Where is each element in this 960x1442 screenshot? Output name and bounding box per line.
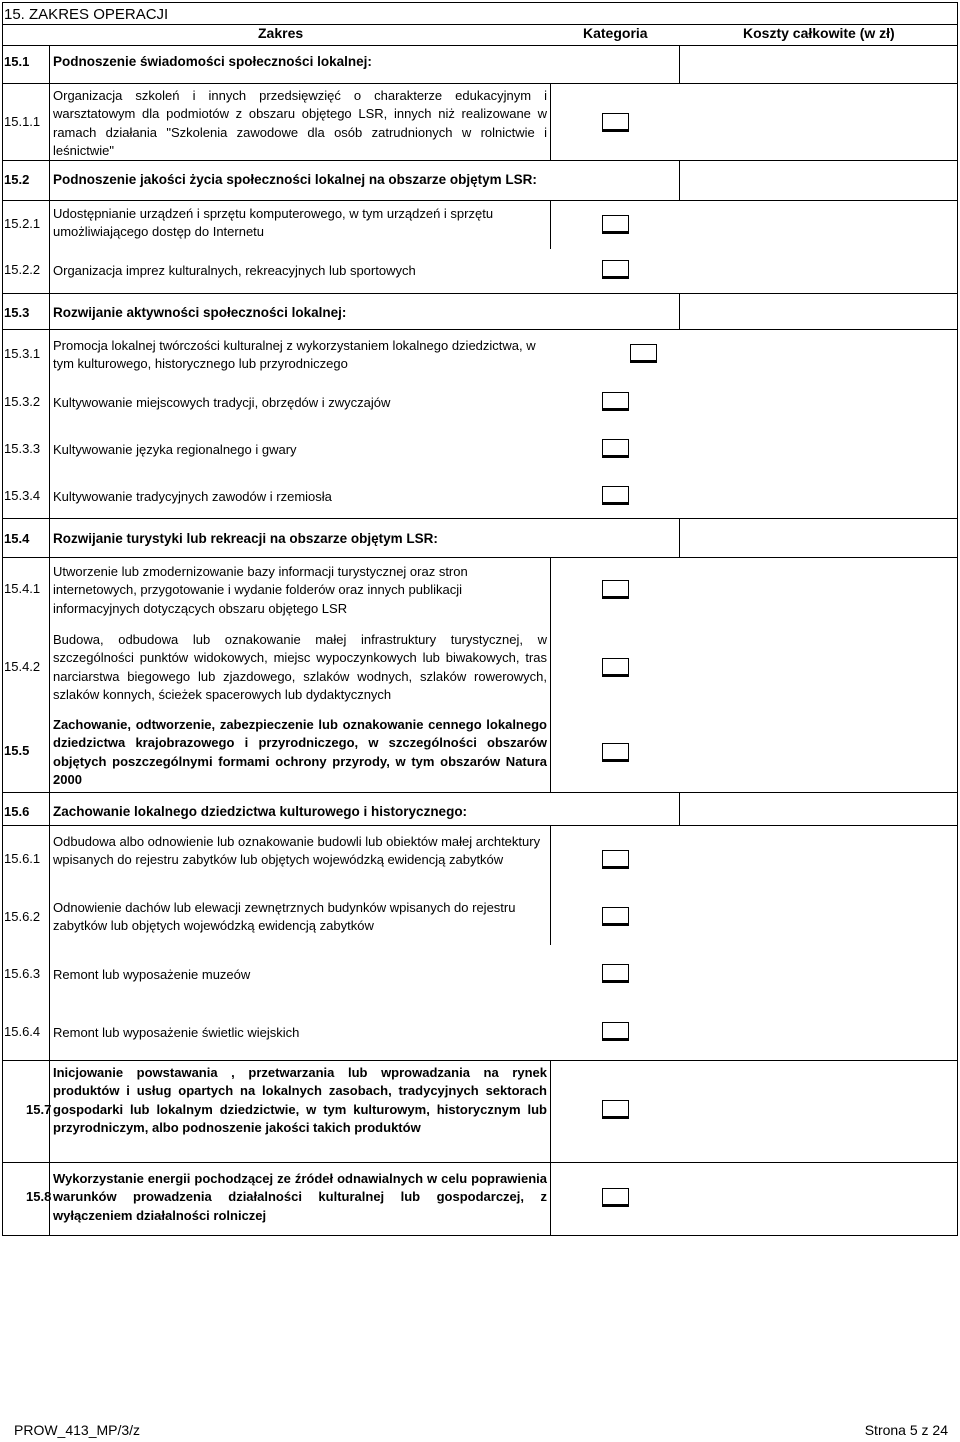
divider [49, 45, 50, 1235]
item-number: 15.6.1 [4, 851, 41, 866]
section-number: 15.2 [4, 172, 30, 187]
divider [2, 518, 958, 519]
item-number: 15.4.1 [4, 581, 41, 596]
divider [2, 792, 958, 793]
item-number: 15.5 [4, 743, 30, 758]
item-description: Wykorzystanie energii pochodzącej ze źródeł odnawialnych w celu poprawienia warunków prowadzenia działalności kulturalnej lub gospodarczej, z wyłączeniem działalności rolniczej [53, 1171, 547, 1223]
item-number: 15.4.2 [4, 659, 41, 674]
item-description: Remont lub wyposażenie muzeów [53, 967, 251, 982]
section-title: Rozwijanie turystyki lub rekreacji na obszarze objętym LSR: [53, 531, 438, 546]
category-checkbox[interactable] [602, 580, 629, 599]
item-number: 15.8 [26, 1189, 52, 1204]
item-number: 15.7 [26, 1102, 52, 1117]
item-number: 15.3.3 [4, 441, 41, 456]
item-number: 15.3.2 [4, 394, 41, 409]
item-description: Kultywowanie języka regionalnego i gwary [53, 442, 297, 457]
category-checkbox[interactable] [602, 907, 629, 926]
divider [550, 825, 551, 945]
divider [2, 24, 958, 25]
category-checkbox[interactable] [602, 964, 629, 983]
item-number: 15.6.3 [4, 966, 41, 981]
item-number: 15.3.4 [4, 488, 41, 503]
category-checkbox[interactable] [602, 743, 629, 762]
section-title: Zachowanie lokalnego dziedzictwa kulturowego i historycznego: [53, 804, 468, 819]
divider [550, 84, 551, 161]
category-checkbox[interactable] [602, 850, 629, 869]
section-title: Podnoszenie świadomości społeczności lokalnej: [53, 54, 372, 69]
category-checkbox[interactable] [602, 1022, 629, 1041]
divider [2, 825, 958, 826]
divider [2, 329, 958, 330]
operation-scope-form [2, 2, 958, 1236]
divider [550, 557, 551, 793]
item-description: Udostępnianie urządzeń i sprzętu komputerowego, w tym urządzeń i sprzętu umożliwiającego dostęp do Internetu [53, 206, 494, 240]
category-checkbox[interactable] [602, 658, 629, 677]
item-number: 15.6.2 [4, 909, 41, 924]
divider [2, 200, 958, 201]
item-description: Odbudowa albo odnowienie lub oznakowanie budowli lub obiektów małej archtektury wpisanych do rejestru zabytków lub objętych wojewódzką ewidencją zabytków [53, 834, 541, 868]
divider [679, 160, 680, 201]
item-description: Zachowanie, odtworzenie, zabezpieczenie lub oznakowanie cennego lokalnego dziedzictwa krajobrazowego i przyrodniczego, w szczególności obszarów objętych poszczególnymi formami ochrony przyrody, w tym obszarów Natura 2000 [53, 717, 547, 788]
divider [2, 83, 958, 84]
divider [2, 557, 958, 558]
footer-form-code: PROW_413_MP/3/z [14, 1422, 141, 1438]
item-number: 15.3.1 [4, 346, 41, 361]
item-description: Organizacja szkoleń i innych przedsięwzięć o charakterze edukacyjnym i warsztatowym dla podmiotów z obszaru objętego LSR, innych niż realizowane w ramach działania "Szkolenia zawodowe dla osób zatrudnionych w rolnictwie i leśnictwie" [53, 88, 547, 159]
item-description: Budowa, odbudowa lub oznakowanie małej infrastruktury turystycznej, w szczególności punktów widokowych, miejsc wypoczynkowych lub biwakowych, tras narciarstwa biegowego lub zjazdowego, szlaków wodnych, szlaków rowerowych, szlaków konnych, ścieżek spacerowych lub dydaktycznych [53, 632, 547, 703]
item-number: 15.1.1 [4, 114, 41, 129]
item-description: Odnowienie dachów lub elewacji zewnętrznych budynków wpisanych do rejestru zabytków lub objętych wojewódzką ewidencją zabytków [53, 900, 516, 934]
category-checkbox[interactable] [602, 392, 629, 411]
item-description: Organizacja imprez kulturalnych, rekreacyjnych lub sportowych [53, 263, 416, 278]
category-checkbox[interactable] [630, 344, 657, 363]
section-title: Rozwijanie aktywności społeczności lokalnej: [53, 305, 347, 320]
category-checkbox[interactable] [602, 260, 629, 279]
category-checkbox[interactable] [602, 215, 629, 234]
section-number: 15.3 [4, 305, 30, 320]
divider [550, 200, 551, 249]
item-description: Remont lub wyposażenie świetlic wiejskich [53, 1025, 300, 1040]
category-checkbox[interactable] [602, 1188, 629, 1207]
section-title: Podnoszenie jakości życia społeczności lokalnej na obszarze objętym LSR: [53, 172, 537, 187]
divider [679, 518, 680, 558]
item-description: Kultywowanie miejscowych tradycji, obrzędów i zwyczajów [53, 395, 391, 410]
document-title: 15. ZAKRES OPERACJI [4, 6, 169, 23]
section-number: 15.6 [4, 804, 30, 819]
divider [2, 1162, 958, 1163]
divider [2, 1060, 958, 1061]
section-number: 15.4 [4, 531, 30, 546]
item-description: Inicjowanie powstawania , przetwarzania lub wprowadzania na rynek produktów i usług opartych na lokalnych zasobach, tradycyjnych sektorach gospodarki lub lokalnym dziedzictwie, w tym kulturowym, historycznym lub przyrodniczym, albo podnoszenie jakości takich produktów [53, 1065, 547, 1136]
divider [550, 1060, 551, 1235]
category-checkbox[interactable] [602, 113, 629, 132]
category-checkbox[interactable] [602, 1100, 629, 1119]
item-description: Utworzenie lub zmodernizowanie bazy informacji turystycznej oraz stron internetowych, przygotowanie i wydanie folderów oraz innych publikacji informacyjnych dotyczących obszaru objętego LSR [53, 564, 468, 616]
divider [2, 45, 958, 46]
category-checkbox[interactable] [602, 439, 629, 458]
divider [679, 45, 680, 84]
divider [2, 293, 958, 294]
item-number: 15.6.4 [4, 1024, 41, 1039]
divider [679, 293, 680, 330]
column-header-category: Kategoria [583, 25, 648, 41]
divider [679, 792, 680, 826]
column-header-scope: Zakres [258, 25, 304, 41]
item-description: Promocja lokalnej twórczości kulturalnej z wykorzystaniem lokalnego dziedzictwa, w tym kulturowego, historycznego lub przyrodniczego [53, 338, 536, 372]
category-checkbox[interactable] [602, 486, 629, 505]
item-number: 15.2.2 [4, 262, 41, 277]
section-number: 15.1 [4, 54, 30, 69]
item-number: 15.2.1 [4, 216, 41, 231]
column-header-costs: Koszty całkowite (w zł) [743, 25, 895, 41]
item-description: Kultywowanie tradycyjnych zawodów i rzemiosła [53, 489, 332, 504]
footer-page-number: Strona 5 z 24 [864, 1422, 948, 1438]
